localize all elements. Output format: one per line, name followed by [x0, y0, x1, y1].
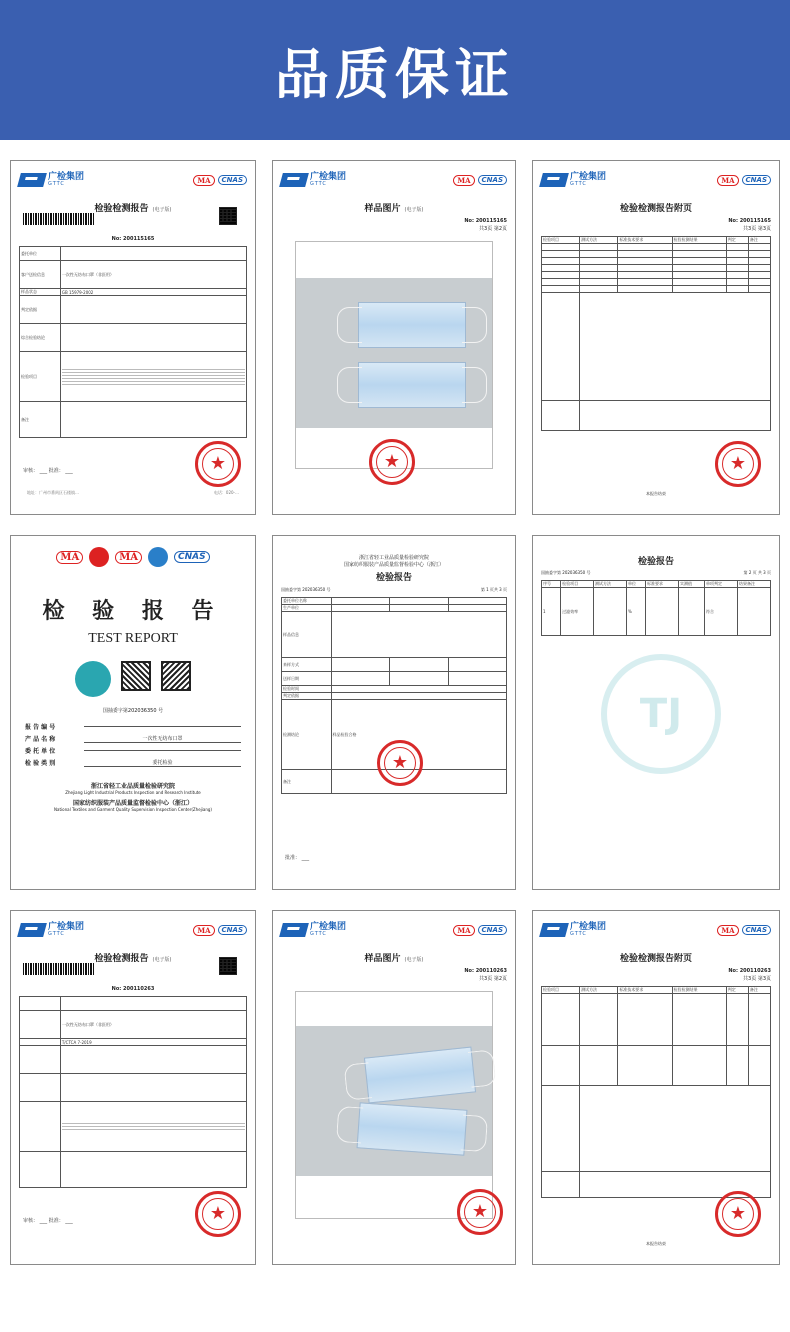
report-footer: 地址：广州市番禺区石楼镇… 电话：020-… [27, 490, 239, 495]
mask-image-2 [358, 362, 466, 408]
cover-title: 检 验 报 告 [42, 598, 224, 624]
gttc-logo-icon [539, 923, 569, 937]
field-product-name: 产 品 名 称 一次性无纺布口罩 [25, 734, 241, 743]
report-table: 一次性无纺布口罩（非医用） T/CTCA 7-2019 [19, 996, 247, 1188]
results-table: 检验项目 测试方法 标准技术要求 检验检测结果 判定 备注 [541, 236, 771, 431]
results-table: 序号 检验项目 测试方法 单位 标准要求 实测值 单项判定 结果备注 1 过滤效率 % 符合 [541, 580, 771, 636]
official-seal [715, 441, 761, 487]
official-seal [195, 1191, 241, 1237]
mask-image-1 [358, 302, 466, 348]
results-table: 检验项目 测试方法 标准技术要求 检验检测结果 判定 备注 [541, 986, 771, 1198]
report-card-1[interactable] [10, 160, 256, 515]
cnas-badge: CNAS [742, 925, 771, 935]
signature-line: 审核： ___ 批准： ___ [23, 468, 73, 474]
report-no-line: 国抽委字第202036350 号 [102, 708, 164, 714]
report-card-8[interactable] [272, 910, 516, 1265]
cma-badge: MA [193, 175, 214, 186]
sample-photo [296, 1026, 492, 1176]
sample-photo [296, 278, 492, 428]
gttc-logo: 广检集团 GTTC [19, 923, 84, 937]
star-icon: ★ [209, 1203, 227, 1224]
center-name: 国家纺织服装产品质量监督检验中心（浙江） [343, 562, 444, 568]
gttc-logo [19, 173, 84, 187]
sample-photo-frame [295, 241, 493, 472]
official-seal [715, 1191, 761, 1237]
gttc-en: GTTC [48, 181, 65, 187]
cma-badge: MA [453, 175, 474, 186]
report-card-7[interactable] [10, 910, 256, 1265]
gttc-logo-icon [17, 173, 47, 187]
report-card-9[interactable] [532, 910, 780, 1265]
report-title: 检验检测报告附页 [619, 954, 692, 964]
report-number: No: 200110263 [728, 968, 771, 974]
star-icon: ★ [391, 752, 409, 773]
gttc-logo-icon [279, 173, 309, 187]
page-number: 共3页 第3页 [743, 976, 771, 982]
cover-title-en: TEST REPORT [88, 631, 178, 646]
official-seal [369, 439, 415, 485]
report-table: 委托单位名称 生产单位 样品信息 来样方式 送样日期 检验时间 判定依据 检测结论 样品检验合格 备注 [281, 597, 507, 794]
signature-line: 批准： ___ [285, 855, 310, 861]
report-header [281, 169, 507, 191]
report-number: No: 200110263 [464, 968, 507, 974]
report-title: 样品图片 (电子版) [364, 954, 424, 964]
report-number: No: 200110263 [111, 986, 155, 992]
report-title: 检验检测报告附页 [619, 204, 692, 214]
signature-line: 审核： ___ 批准： ___ [23, 1218, 73, 1224]
end-note: 本报告结束 [646, 1241, 666, 1246]
report-header [541, 919, 771, 941]
cma-badge: MA [717, 925, 738, 936]
gttc-logo: 广检集团 GTTC [541, 923, 606, 937]
gttc-logo-icon [279, 923, 309, 937]
star-icon: ★ [729, 453, 747, 474]
institute-watermark-icon: TJ [601, 654, 721, 774]
report-number: No: 200115165 [464, 218, 507, 224]
cma-badge: MA [56, 551, 83, 564]
institute-logo-icon [75, 661, 111, 697]
report-title: 检验报告 [637, 557, 674, 567]
field-customer: 委 托 单 位 [25, 746, 241, 755]
cma-badge: MA [453, 925, 474, 936]
barcode-icon [23, 963, 95, 975]
report-number: No: 200115165 [728, 218, 771, 224]
gttc-logo-icon [17, 923, 47, 937]
sample-photo-frame [295, 991, 493, 1222]
report-card-5[interactable] [272, 535, 516, 890]
cert-logos [19, 544, 247, 570]
header-banner [0, 0, 790, 140]
report-card-4[interactable] [10, 535, 256, 890]
center-name-en: National Textiles and Garment Quality Supervision Inspection Center(Zhejiang) [54, 807, 212, 812]
gttc-name: 广检集团 [48, 172, 85, 182]
report-number: 国抽委字第 202036350 号 [541, 570, 591, 575]
page-number: 共3页 第2页 [479, 226, 507, 232]
cnas-badge: CNAS [174, 551, 210, 563]
center-name: 国家纺织服装产品质量监督检验中心（浙江） [72, 800, 193, 807]
page-number: 第 1 页共 3 页 [480, 587, 507, 592]
cnas-badge: CNAS [478, 925, 507, 935]
cnas-badge: CNAS [218, 925, 247, 935]
page-title: 品质保证 [275, 42, 515, 106]
page-number: 共3页 第2页 [479, 976, 507, 982]
star-icon: ★ [209, 453, 227, 474]
gttc-logo: 广检集团 GTTC [281, 923, 346, 937]
report-number: 国抽委字第 202036350 号 [281, 587, 331, 592]
field-test-category: 检 验 类 别 委托检验 [25, 758, 241, 767]
qr-code-icon [219, 207, 237, 225]
cnas-badge: CNAS [478, 175, 507, 185]
cnas-badge: CNAS [218, 175, 247, 185]
cal-badge-icon [89, 547, 109, 567]
institute-name-en: Zhejiang Light Industrial Products Inspection and Research Institute [65, 790, 201, 795]
official-seal [457, 1189, 503, 1235]
gttc-logo-icon [539, 173, 569, 187]
cnas-badge: CNAS [742, 175, 771, 185]
cma-badge: MA [193, 925, 214, 936]
gttc-logo: 广检集团 GTTC [281, 173, 346, 187]
report-title: 检验报告 [375, 573, 412, 583]
star-icon: ★ [471, 1201, 489, 1222]
qr-code-icon [219, 957, 237, 975]
qr-code-icon-2 [161, 661, 191, 691]
report-header [19, 919, 247, 941]
report-header [19, 169, 247, 191]
star-icon: ★ [383, 451, 401, 472]
official-seal [377, 740, 423, 786]
institute-name: 浙江省轻工业品质量检验研究院 [90, 783, 175, 790]
page-number: 第 2 页 共 3 页 [743, 570, 771, 575]
report-table: 委托单位 客户送检信息 一次性无纺布口罩（非医用） 样品状态 GB 15979-2002 判定依据 综合检验结论 检验项目 备注 [19, 246, 247, 438]
gttc-logo: 广检集团 GTTC [541, 173, 606, 187]
org-name: 浙江省轻工业品质量检验研究院 [358, 555, 429, 561]
qr-code-icon [121, 661, 151, 691]
report-header [281, 919, 507, 941]
mask-image-1 [364, 1046, 476, 1103]
globe-icon [148, 547, 168, 567]
report-card-2[interactable] [272, 160, 516, 515]
star-icon: ★ [729, 1203, 747, 1224]
field-report-no: 报 告 编 号 [25, 722, 241, 731]
end-note: 本报告结束 [646, 491, 666, 496]
report-title: 检验检测报告 (电子版) [94, 204, 172, 214]
report-card-3[interactable] [532, 160, 780, 515]
report-card-6[interactable] [532, 535, 780, 890]
barcode-icon [23, 213, 95, 225]
report-title: 检验检测报告 (电子版) [94, 954, 172, 964]
official-seal [195, 441, 241, 487]
report-title: 样品图片 (电子版) [364, 204, 424, 214]
mask-image-2 [357, 1102, 468, 1155]
cma-badge-2: MA [115, 551, 142, 564]
cma-badge: MA [717, 175, 738, 186]
page-number: 共3页 第3页 [743, 226, 771, 232]
report-number: No: 200115165 [111, 236, 155, 242]
report-header [541, 169, 771, 191]
